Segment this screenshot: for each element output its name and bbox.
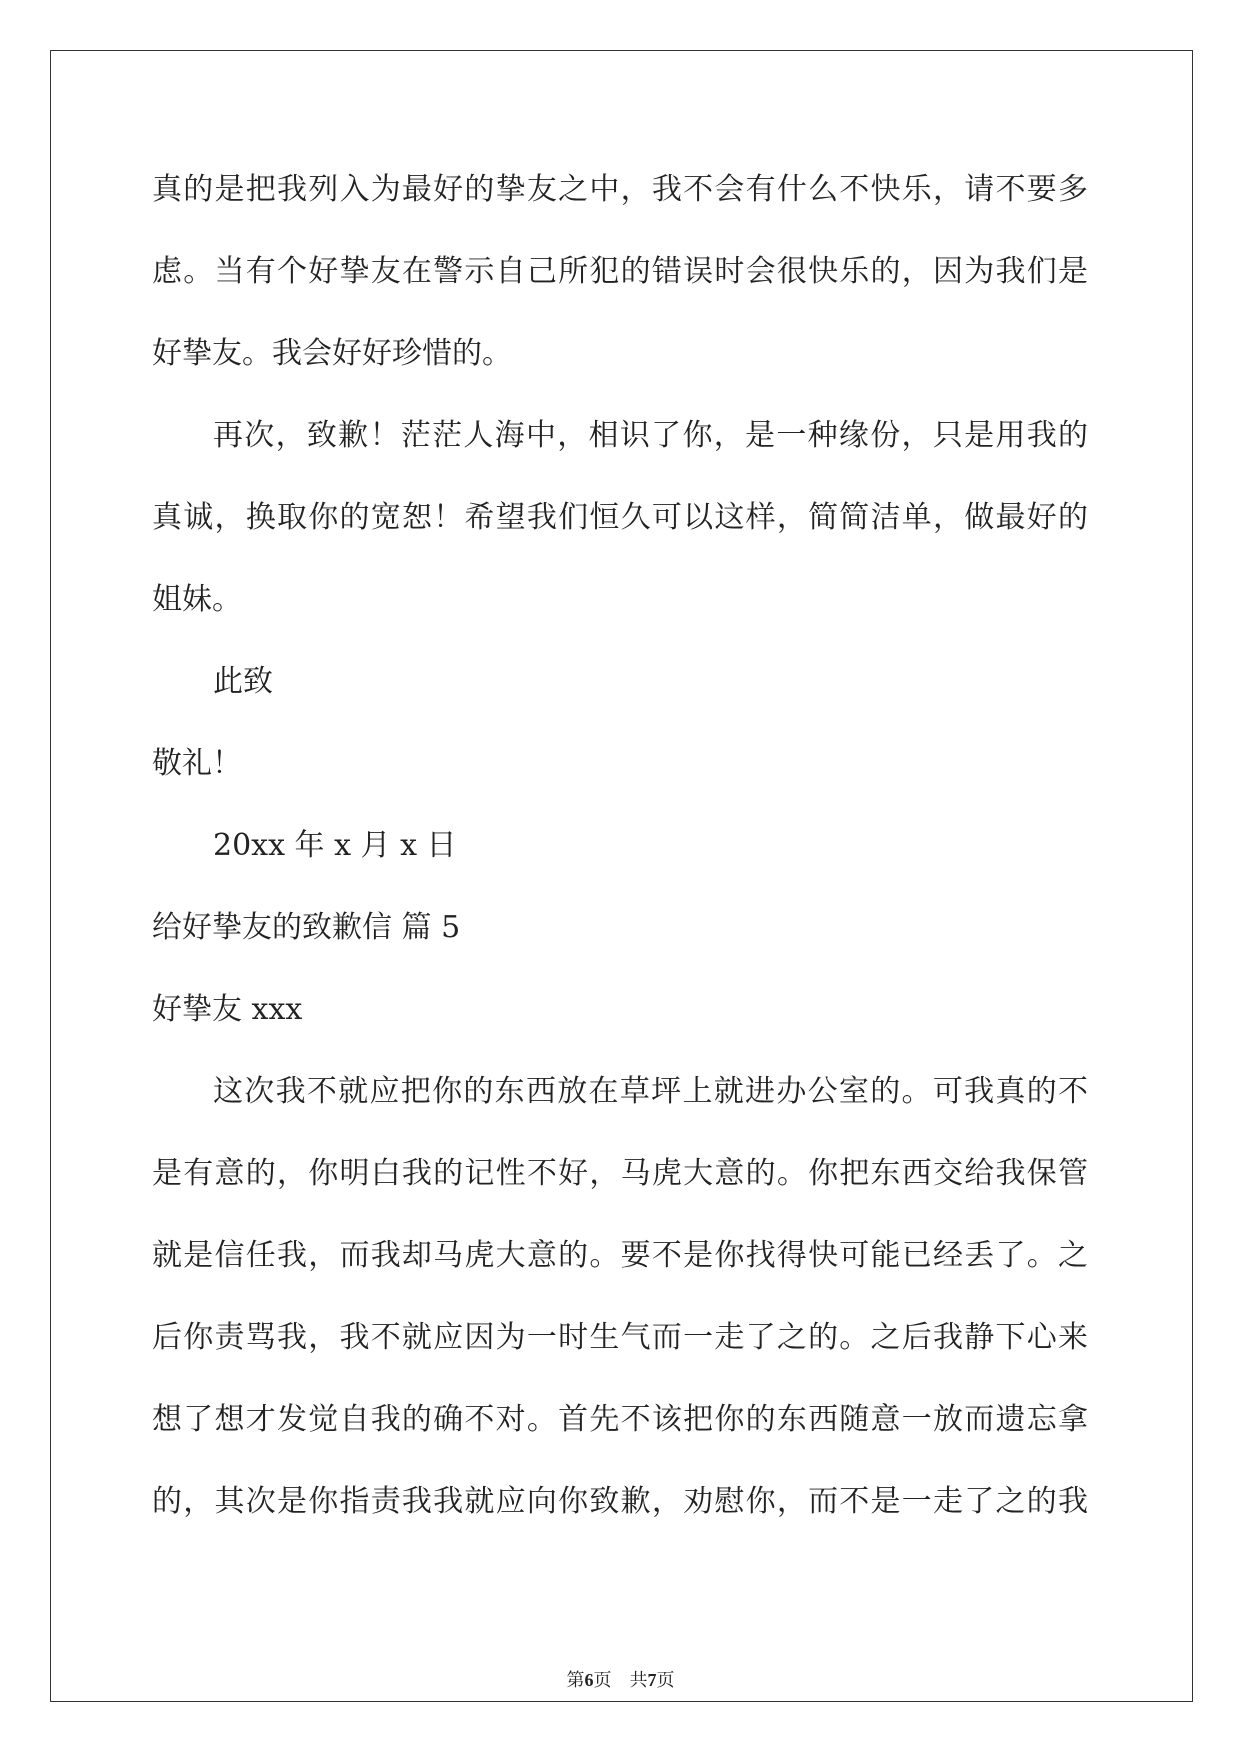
salutation-line: 敬礼！ [152,746,242,781]
page-number-total: 7 [647,1670,657,1690]
page-number-current: 6 [584,1670,594,1690]
paragraph-line: 就是信任我，而我却马虎大意的。要不是你找得快可能已经丢了。之 [152,1238,1088,1273]
total-prefix: 共 [629,1670,648,1691]
paragraph-line: 虑。当有个好挚友在警示自己所犯的错误时会很快乐的，因为我们是 [152,254,1088,289]
paragraph-line: 这次我不就应把你的东西放在草坪上就进办公室的。可我真的不 [213,1074,1088,1109]
paragraph-line: 想了想才发觉自我的确不对。首先不该把你的东西随意一放而遗忘拿 [152,1402,1088,1437]
recipient-line: 好挚友 xxx [152,992,303,1027]
total-suffix: 页 [656,1670,675,1691]
paragraph-line: 姐妹。 [152,582,242,617]
paragraph-line: 的，其次是你指责我我就应向你致歉，劝慰你，而不是一走了之的我 [152,1484,1088,1519]
page-footer [0,1666,1241,1692]
paragraph-line: 真的是把我列入为最好的挚友之中，我不会有什么不快乐，请不要多 [152,172,1088,207]
closing-line: 此致 [213,664,273,699]
paragraph-line: 是有意的，你明白我的记性不好，马虎大意的。你把东西交给我保管 [152,1156,1088,1191]
paragraph-line: 好挚友。我会好好珍惜的。 [152,336,512,371]
page-mid: 页 [593,1670,612,1691]
date-line: 20xx 年 x 月 x 日 [213,828,457,863]
page-prefix: 第 [566,1670,585,1691]
paragraph-line: 再次，致歉！茫茫人海中，相识了你，是一种缘份，只是用我的 [213,418,1088,453]
paragraph-line: 后你责骂我，我不就应因为一时生气而一走了之的。之后我静下心来 [152,1320,1088,1355]
paragraph-line: 真诚，换取你的宽恕！希望我们恒久可以这样，简简洁单，做最好的 [152,500,1088,535]
section-title: 给好挚友的致歉信 篇 5 [152,910,461,945]
